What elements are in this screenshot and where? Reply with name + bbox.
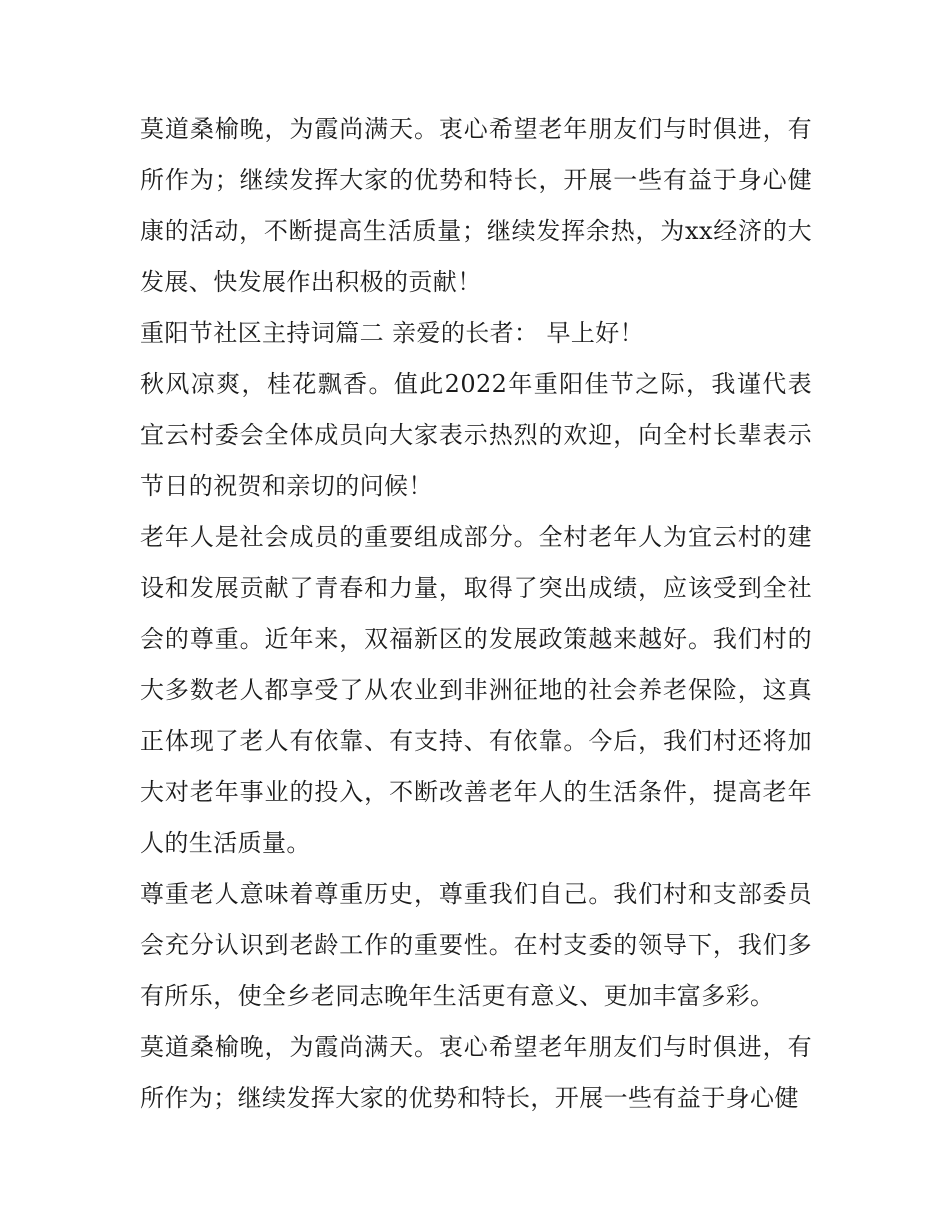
paragraph-6: 莫道桑榆晚，为霞尚满天。衷心希望老年朋友们与时俱进，有所作为；继续发挥大家的优势和特长，开展一些有益于身心健	[140, 1033, 812, 1112]
paragraph-2-heading: 重阳节社区主持词篇二 亲爱的长者： 早上好！	[140, 319, 645, 347]
paragraph-5: 尊重老人意味着尊重历史，尊重我们自己。我们村和支部委员会充分认识到老龄工作的重要性。在村支委的领导下，我们多有所乐，使全乡老同志晚年生活更有意义、更加丰富多彩。	[140, 880, 812, 1010]
paragraph-4: 老年人是社会成员的重要组成部分。全村老年人为宜云村的建设和发展贡献了青春和力量，取得了突出成绩，应该受到全社会的尊重。近年来，双福新区的发展政策越来越好。我们村的大多数老人都享受了从农业到非洲征地的社会养老保险，这真正体现了老人有依靠、有支持、有依靠。今后，我们村还将加大对老年事业的投入，不断改善老年人的生活条件，提高老年人的生活质量。	[140, 523, 812, 857]
paragraph-1: 莫道桑榆晚，为霞尚满天。衷心希望老年朋友们与时俱进，有所作为；继续发挥大家的优势和特长，开展一些有益于身心健康的活动，不断提高生活质量；继续发挥余热，为xx经济的大发展、快发展作出积极的贡献！	[140, 115, 812, 296]
document-body	[140, 104, 812, 1124]
paragraph-3: 秋风凉爽，桂花飘香。值此2022年重阳佳节之际，我谨代表宜云村委会全体成员向大家表示热烈的欢迎，向全村长辈表示节日的祝贺和亲切的问候！	[140, 370, 812, 500]
